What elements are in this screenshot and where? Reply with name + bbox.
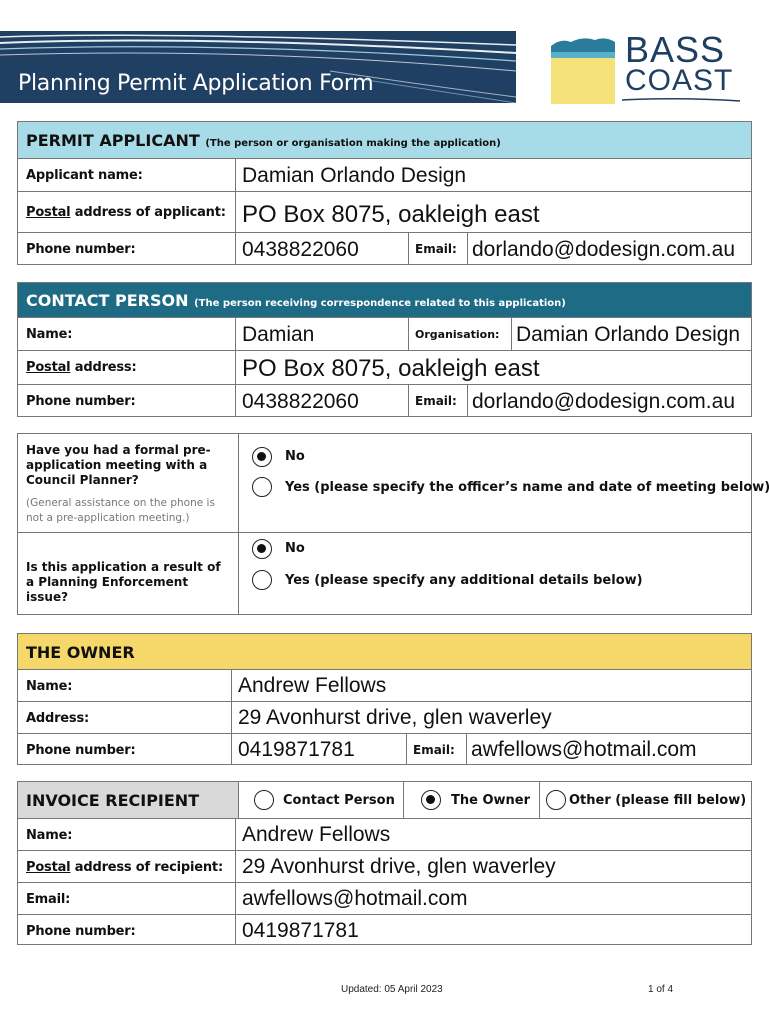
applicant-email-field[interactable]: dorlando@dodesign.com.au	[472, 238, 735, 261]
invoice-name-label: Name:	[26, 828, 73, 843]
contact-postal-row	[18, 350, 751, 384]
contact-person-subheading: (The person receiving correspondence related to this application)	[194, 298, 566, 309]
logo-word-bass: BASS	[625, 29, 726, 70]
footer-updated: Updated: 05 April 2023	[341, 984, 443, 995]
applicant-email-label: Email:	[415, 242, 457, 256]
owner-address-field[interactable]: 29 Avonhurst drive, glen waverley	[238, 706, 552, 729]
owner-name-row	[18, 669, 751, 701]
owner-phone-row	[18, 733, 751, 765]
q1-no-label: No	[285, 449, 305, 464]
pre-application-section	[17, 433, 770, 615]
applicant-phone-label: Phone number:	[26, 242, 136, 257]
applicant-phone-field[interactable]: 0438822060	[242, 238, 359, 261]
owner-address-label: Address:	[26, 711, 89, 726]
invoice-other-radio[interactable]	[546, 790, 566, 810]
invoice-phone-label: Phone number:	[26, 924, 136, 939]
contact-name-label: Name:	[26, 327, 73, 342]
owner-header	[18, 634, 751, 669]
invoice-phone-field[interactable]: 0419871781	[242, 919, 359, 942]
applicant-name-row	[18, 158, 751, 191]
header-banner	[0, 31, 516, 103]
invoice-email-row	[18, 882, 751, 914]
logo-word-coast: COAST	[625, 64, 734, 97]
owner-name-label: Name:	[26, 679, 73, 694]
permit-applicant-header	[18, 122, 751, 158]
contact-person-header	[18, 283, 751, 317]
invoice-owner-radio[interactable]	[421, 790, 441, 810]
contact-postal-label: Postal address:	[26, 360, 137, 375]
applicant-postal-label: Postal address of applicant:	[26, 205, 226, 220]
permit-applicant-section	[17, 121, 752, 265]
q1-yes-label: Yes (please specify the officer’s name and date of meeting below)	[285, 480, 770, 495]
invoice-recipient-section	[17, 781, 752, 945]
invoice-header	[18, 782, 238, 818]
invoice-name-field[interactable]: Andrew Fellows	[242, 823, 391, 846]
applicant-postal-field[interactable]: PO Box 8075, oakleigh east	[242, 201, 540, 228]
owner-phone-field[interactable]: 0419871781	[238, 738, 355, 761]
invoice-contact-radio[interactable]	[254, 790, 274, 810]
q2-no-label: No	[285, 541, 305, 556]
owner-section	[17, 633, 752, 765]
pre-application-note: (General assistance on the phone is not a pre-application meeting.)	[26, 497, 215, 524]
logo-underline	[622, 97, 742, 103]
invoice-postal-row	[18, 850, 751, 882]
pre-application-question: Have you had a formal pre-application meeting with a Council Planner?	[26, 443, 211, 487]
owner-phone-label: Phone number:	[26, 743, 136, 758]
permit-applicant-subheading: (The person or organisation making the application)	[205, 138, 501, 149]
invoice-postal-field[interactable]: 29 Avonhurst drive, glen waverley	[242, 855, 556, 878]
invoice-other-label: Other (please fill below)	[569, 793, 747, 808]
q1-no-radio[interactable]	[252, 447, 272, 467]
q1-yes-radio[interactable]	[252, 477, 272, 497]
contact-person-section	[17, 282, 752, 417]
contact-person-heading: CONTACT PERSON	[26, 291, 189, 310]
invoice-owner-label: The Owner	[451, 793, 531, 808]
q2-yes-radio[interactable]	[252, 570, 272, 590]
invoice-email-label: Email:	[26, 892, 71, 907]
form-title: Planning Permit Application Form	[18, 71, 374, 96]
contact-name-row	[18, 317, 751, 350]
invoice-email-field[interactable]: awfellows@hotmail.com	[242, 887, 468, 910]
contact-name-field[interactable]: Damian	[242, 323, 315, 346]
contact-postal-field[interactable]: PO Box 8075, oakleigh east	[242, 355, 540, 382]
invoice-contact-label: Contact Person	[283, 793, 395, 808]
contact-email-field[interactable]: dorlando@dodesign.com.au	[472, 390, 735, 413]
q2-yes-label: Yes (please specify any additional details below)	[285, 573, 643, 588]
contact-org-label: Organisation:	[415, 328, 500, 341]
invoice-phone-row	[18, 914, 751, 945]
contact-email-label: Email:	[415, 394, 457, 408]
owner-address-row	[18, 701, 751, 733]
contact-phone-label: Phone number:	[26, 394, 136, 409]
applicant-name-field[interactable]: Damian Orlando Design	[242, 164, 467, 187]
contact-org-field[interactable]: Damian Orlando Design	[516, 323, 741, 346]
owner-name-field[interactable]: Andrew Fellows	[238, 674, 387, 697]
invoice-heading: INVOICE RECIPIENT	[26, 791, 200, 810]
q2-no-radio[interactable]	[252, 539, 272, 559]
applicant-name-label: Applicant name:	[26, 168, 143, 183]
owner-email-label: Email:	[413, 743, 455, 757]
contact-phone-field[interactable]: 0438822060	[242, 390, 359, 413]
permit-applicant-heading: PERMIT APPLICANT	[26, 131, 200, 150]
footer-page-number: 1 of 4	[648, 984, 674, 995]
owner-heading: THE OWNER	[26, 643, 135, 662]
applicant-phone-row	[18, 232, 751, 265]
enforcement-question: Is this application a result of a Planning Enforcement issue?	[26, 560, 221, 604]
owner-email-field[interactable]: awfellows@hotmail.com	[471, 738, 697, 761]
contact-phone-row	[18, 384, 751, 417]
enforcement-row	[18, 532, 751, 615]
invoice-name-row	[18, 818, 751, 850]
logo-icon	[551, 30, 621, 106]
applicant-postal-row	[18, 191, 751, 232]
invoice-postal-label: Postal address of recipient:	[26, 860, 223, 875]
